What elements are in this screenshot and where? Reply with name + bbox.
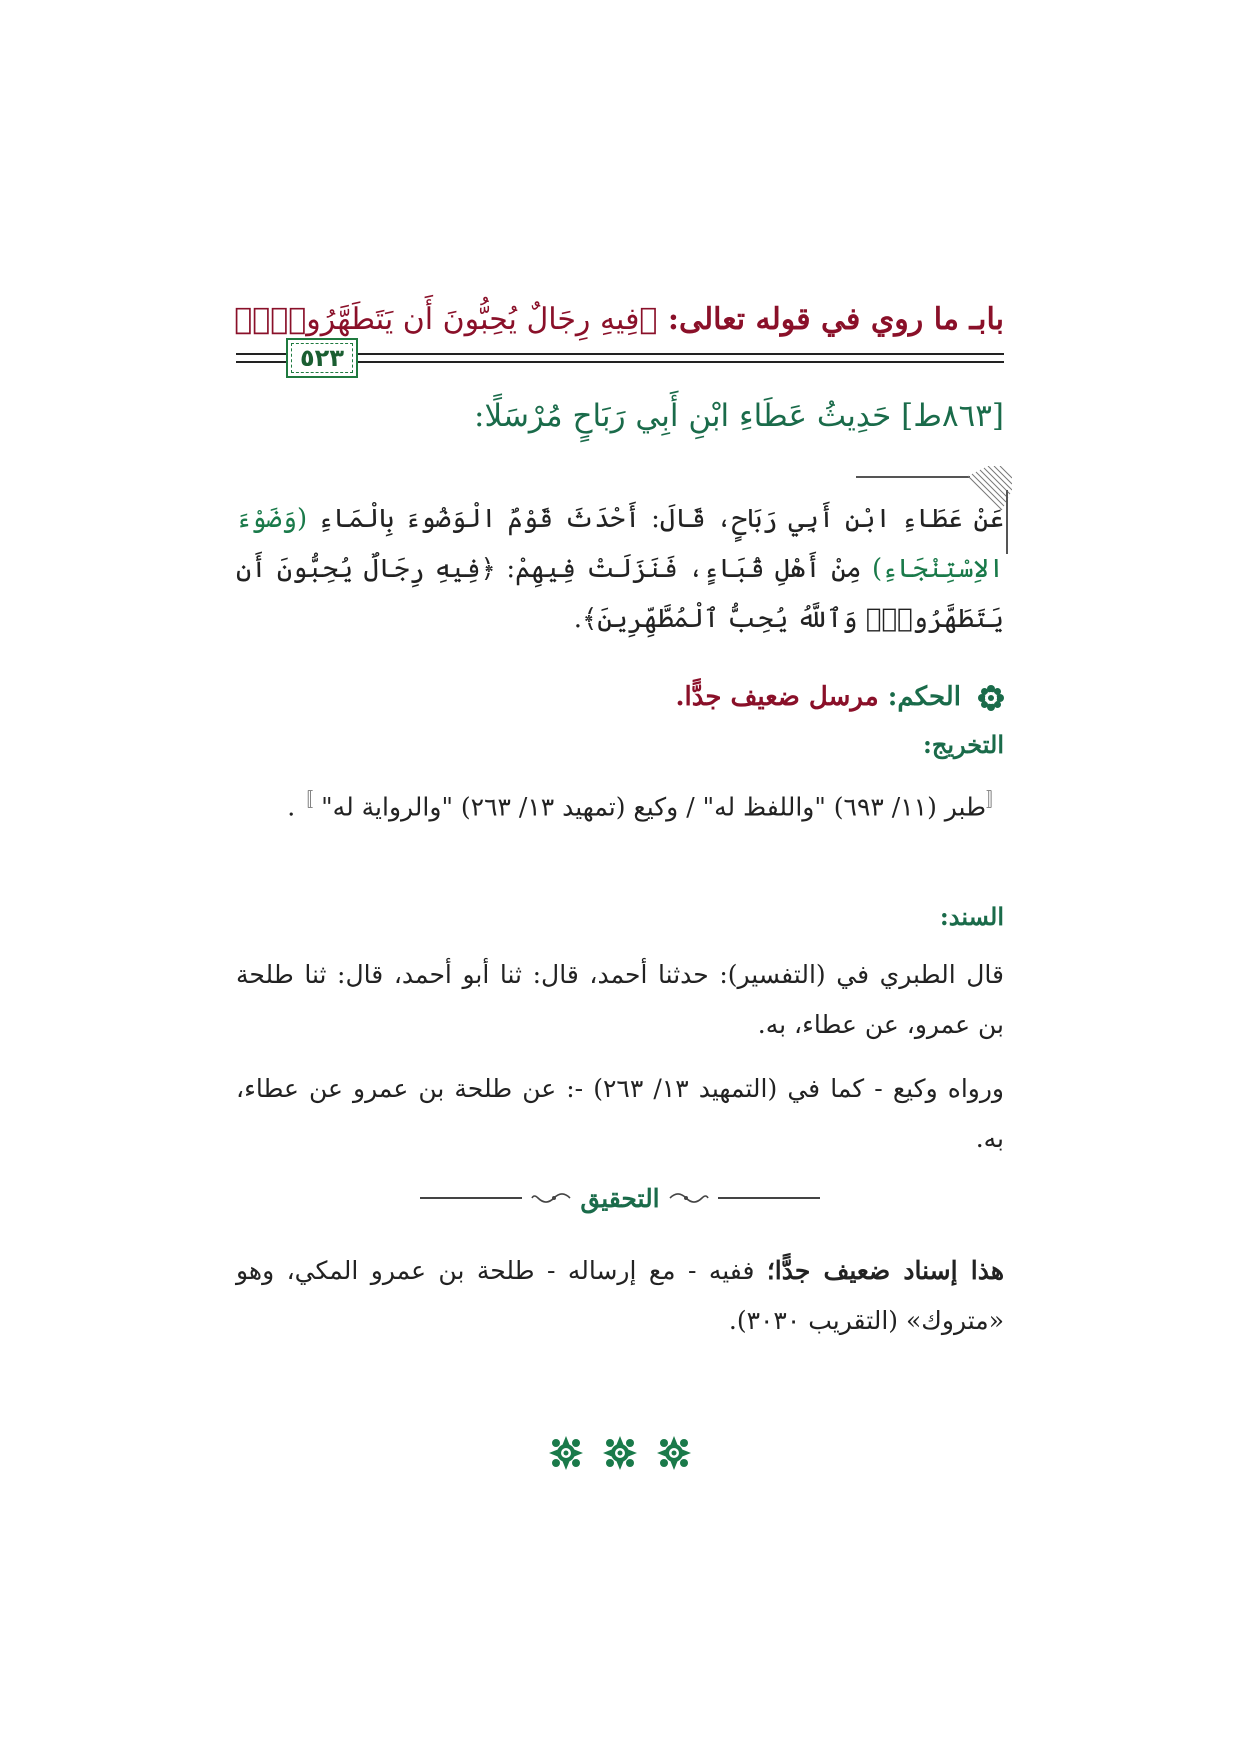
hadith-text-end: . xyxy=(573,604,582,634)
hadith-quran-verse: ﴿فِيهِ رِجَالٌ يُحِبُّونَ أَن يَتَطَهَّرُواْۚ وَٱللَّهُ يُحِبُّ ٱلْمُطَّهِّرِينَ﴾ xyxy=(236,554,1004,634)
page-number: ٥٢٣ xyxy=(300,344,344,372)
heading-rule xyxy=(856,476,970,478)
sanad-paragraph-2: ورواه وكيع - كما في (التمهيد ١٣/ ٢٦٣) -: عن طلحة بن عمرو عن عطاء، به. xyxy=(236,1074,1005,1153)
ruling-label: الحكم: xyxy=(887,682,961,712)
sanad-paragraph-1: قال الطبري في (التفسير): حدثنا أحمد، قال: ثنا أبو أحمد، قال: ثنا طلحة بن عمرو، عن عطاء، به. xyxy=(236,960,1004,1039)
flower-ornament-icon xyxy=(978,685,1004,711)
takhrij-close-marker: 〛 xyxy=(295,790,314,811)
takhrij-heading: التخريج: xyxy=(923,730,1004,759)
chapter-prefix: بابـ ما روي في قوله تعالى: xyxy=(667,302,1004,337)
divider-line xyxy=(420,1197,522,1199)
sanad-heading: السند: xyxy=(939,902,1004,931)
takhrij-end: . xyxy=(287,792,296,822)
tahqiq-lead: هذا إسناد ضعيف جدًّا؛ xyxy=(766,1256,1005,1285)
chapter-verse: ﴿فِيهِ رِجَالٌ يُحِبُّونَ أَن يَتَطَهَّرُواْۚ﴾ xyxy=(234,302,658,337)
takhrij-sources: طبر (١١/ ٦٩٣) "واللفظ له" / وكيع (تمهيد ١٣/ ٢٦٣) "والرواية له" xyxy=(321,792,986,822)
tahqiq-divider xyxy=(420,1178,820,1218)
swirl-ornament-icon xyxy=(530,1190,572,1206)
swirl-ornament-icon xyxy=(668,1190,710,1206)
tahqiq-body: ففيه - مع إرساله - طلحة بن عمرو المكي، وهو «متروك» (التقريب ٣٠٣٠). xyxy=(236,1256,1004,1335)
hadith-text-gloss: (وَضَوْءَ الاِسْتِنْجَاءِ) xyxy=(236,504,1005,584)
star-flower-icon xyxy=(603,1436,637,1470)
ruling-value: مرسل ضعيف جدًّا. xyxy=(675,682,879,712)
tahqiq-text xyxy=(236,1246,1004,1346)
hadith-text xyxy=(236,494,1004,644)
hadith-text-part2: مِنْ أَهْلِ قُبَاءٍ، فَنَزَلَتْ فِيهِمْ: xyxy=(506,554,862,584)
divider-line xyxy=(718,1197,820,1199)
side-rule xyxy=(1006,490,1008,554)
hadith-text-part1: عَنْ عَطَاءِ ابْنِ أَبِي رَبَاحٍ، قَالَ: أَحْدَثَ قَوْمٌ الْوَضُوءَ بِالْمَاءِ xyxy=(318,504,1004,534)
tahqiq-heading: التحقيق xyxy=(580,1183,660,1213)
page-number-frame xyxy=(286,338,358,378)
ruling-line xyxy=(236,682,1004,726)
hadith-heading: [٨٦٣ط] حَدِيثُ عَطَاءِ ابْنِ أَبِي رَبَاحٍ مُرْسَلًا: xyxy=(474,398,1004,434)
star-flower-icon xyxy=(549,1436,583,1470)
end-ornaments xyxy=(520,1436,720,1476)
takhrij-text xyxy=(236,776,1004,832)
takhrij-open-marker: 〚 xyxy=(986,790,1004,811)
star-flower-icon xyxy=(657,1436,691,1470)
